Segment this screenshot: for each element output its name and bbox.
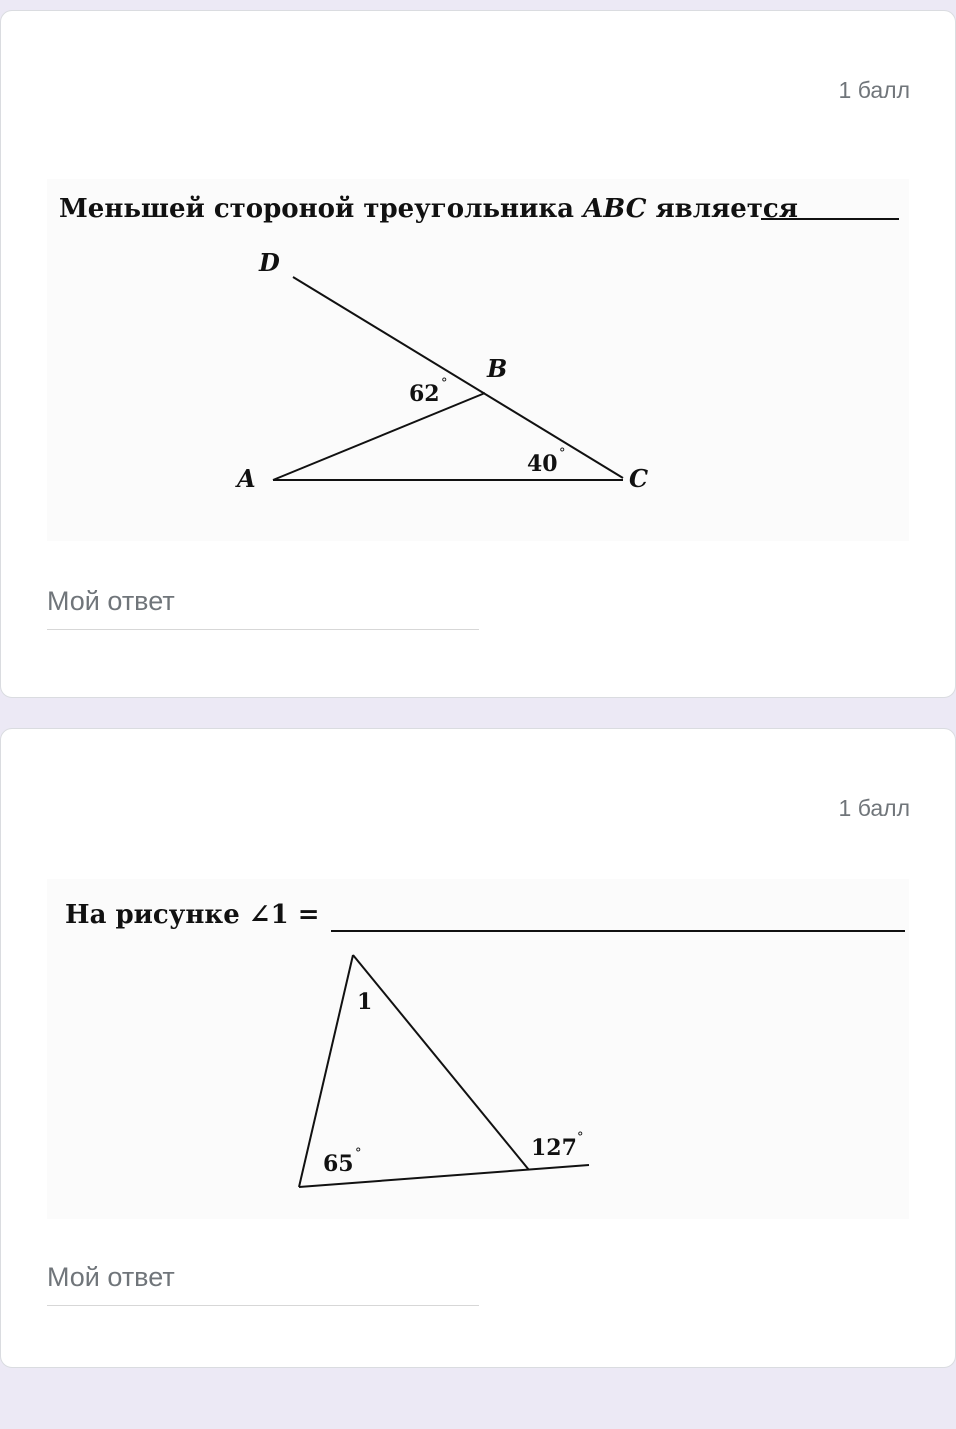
question-1-prompt: Меньшей стороной треугольника ABC является [59,194,798,224]
answer-placeholder: Мой ответ [47,1262,175,1292]
points-label: 1 балл [838,77,910,103]
question-2-prompt: На рисунке ∠1 = [65,900,320,930]
image-background [47,179,909,541]
label-a: A [237,464,256,493]
angle-65-value: 65 [323,1151,354,1177]
question-2-image [1,729,956,1429]
question-card-2 [0,728,956,1368]
answer-input-1[interactable] [47,579,479,630]
answer-input-2[interactable] [47,1255,479,1306]
angle-65-degree: ° [355,1146,362,1161]
answer-placeholder: Мой ответ [47,586,175,616]
angle-c-value: 40 [527,451,558,477]
angle-1-label: 1 [357,989,373,1015]
angle-c-degree: ° [559,446,566,461]
angle-127-value: 127 [531,1135,577,1161]
label-c: C [629,464,649,493]
points-label: 1 балл [838,795,910,821]
question-card-1 [0,10,956,698]
angle-b-value: 62 [409,381,440,407]
label-b: B [487,354,508,383]
label-d: D [259,248,280,277]
angle-b-degree: ° [441,376,448,391]
angle-127-degree: ° [577,1130,584,1145]
